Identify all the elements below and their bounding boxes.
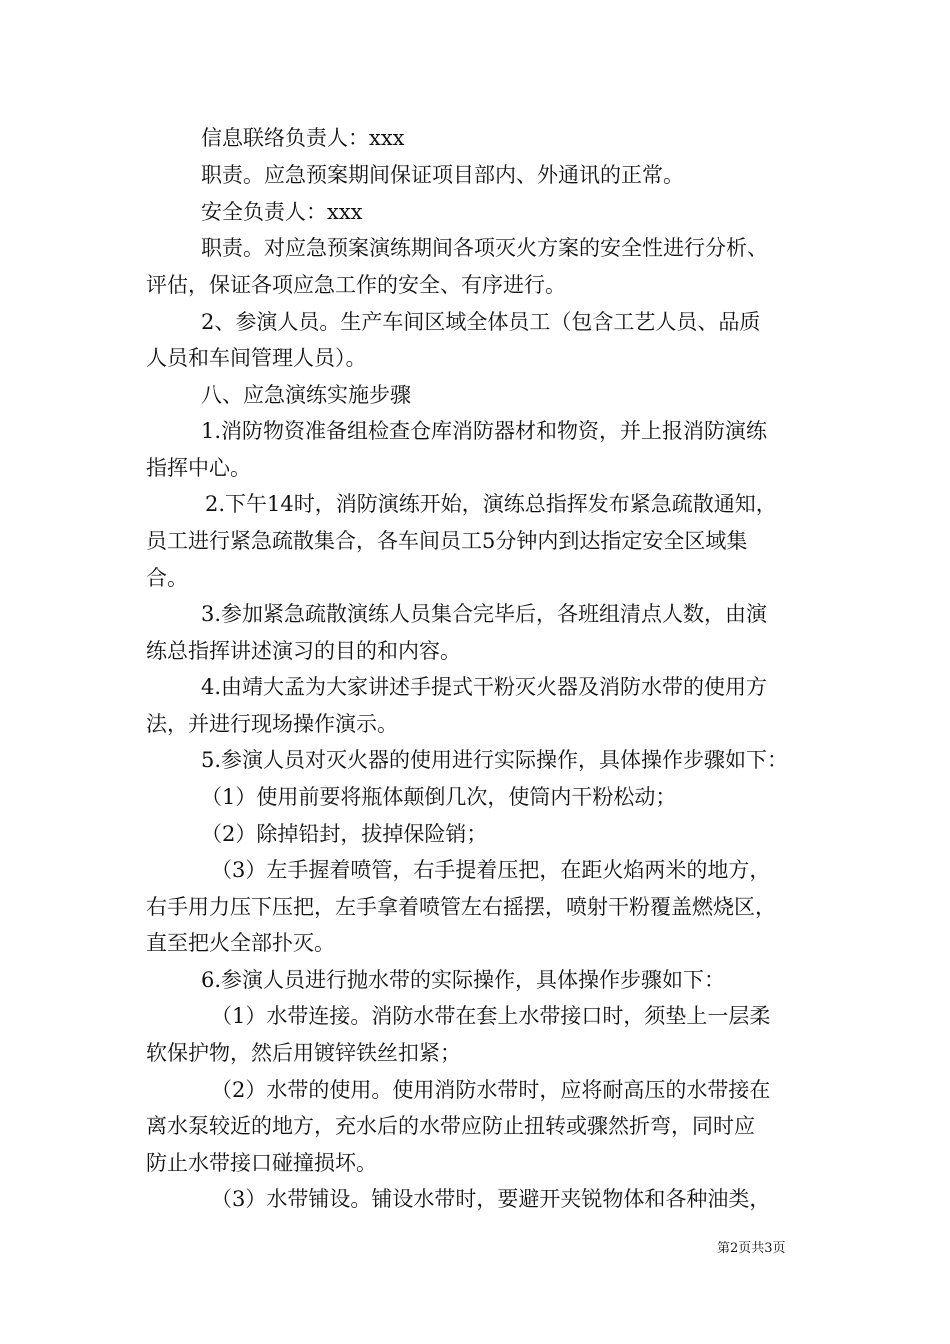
text-line: 合。 [146, 566, 188, 590]
text-line: 练总指挥讲述演习的目的和内容。 [146, 639, 461, 663]
text-line: 5.参演人员对灭火器的使用进行实际操作，具体操作步骤如下： [201, 748, 789, 772]
text-line: 人员和车间管理人员）。 [146, 346, 367, 370]
text-line: 评估，保证各项应急工作的安全、有序进行。 [146, 273, 566, 297]
text-line: 2、参演人员。生产车间区域全体员工（包含工艺人员、品质 [201, 310, 761, 334]
text-line: 信息联络负责人：xxx [201, 126, 405, 150]
text-line: 2.下午14时，消防演练开始，演练总指挥发布紧急疏散通知， [205, 492, 777, 516]
text-line: 4.由靖大孟为大家讲述手提式干粉灭火器及消防水带的使用方 [201, 675, 768, 699]
text-line: 安全负责人：xxx [201, 200, 363, 224]
text-line: 职责。对应急预案演练期间各项灭火方案的安全性进行分析、 [201, 236, 768, 260]
text-line: 指挥中心。 [146, 456, 251, 480]
text-line: （3）左手握着喷管，右手提着压把，在距火焰两米的地方， [211, 858, 771, 882]
text-line: 离水泵较近的地方，充水后的水带应防止扭转或骤然折弯，同时应 [146, 1114, 755, 1138]
text-line: （1）使用前要将瓶体颠倒几次，使筒内干粉松动； [201, 785, 677, 809]
text-line: 法，并进行现场操作演示。 [146, 712, 398, 736]
text-line: 软保护物，然后用镀锌铁丝扣紧； [146, 1041, 461, 1065]
text-line: 6.参演人员进行抛水带的实际操作，具体操作步骤如下： [201, 968, 726, 992]
text-line: （2）除掉铅封，拔掉保险销； [201, 822, 488, 846]
text-line: （2）水带的使用。使用消防水带时，应将耐高压的水带接在 [211, 1078, 771, 1102]
page-number: 第2页共3页 [717, 1241, 786, 1256]
text-line: （3）水带铺设。铺设水带时，要避开夹锐物体和各种油类， [211, 1187, 771, 1211]
text-line: （1）水带连接。消防水带在套上水带接口时，须垫上一层柔 [211, 1004, 771, 1028]
text-line: 1.消防物资准备组检查仓库消防器材和物资，并上报消防演练 [201, 419, 768, 443]
section-heading: 八、应急演练实施步骤 [201, 383, 411, 407]
text-line: 防止水带接口碰撞损坏。 [146, 1151, 377, 1175]
text-line: 职责。应急预案期间保证项目部内、外通讯的正常。 [201, 163, 684, 187]
text-line: 右手用力压下压把，左手拿着喷管左右摇摆，喷射干粉覆盖燃烧区， [146, 895, 776, 919]
text-line: 3.参加紧急疏散演练人员集合完毕后，各班组清点人数，由演 [201, 602, 768, 626]
text-line: 直至把火全部扑灭。 [146, 931, 335, 955]
text-line: 员工进行紧急疏散集合，各车间员工5分钟内到达指定安全区域集 [146, 529, 748, 553]
